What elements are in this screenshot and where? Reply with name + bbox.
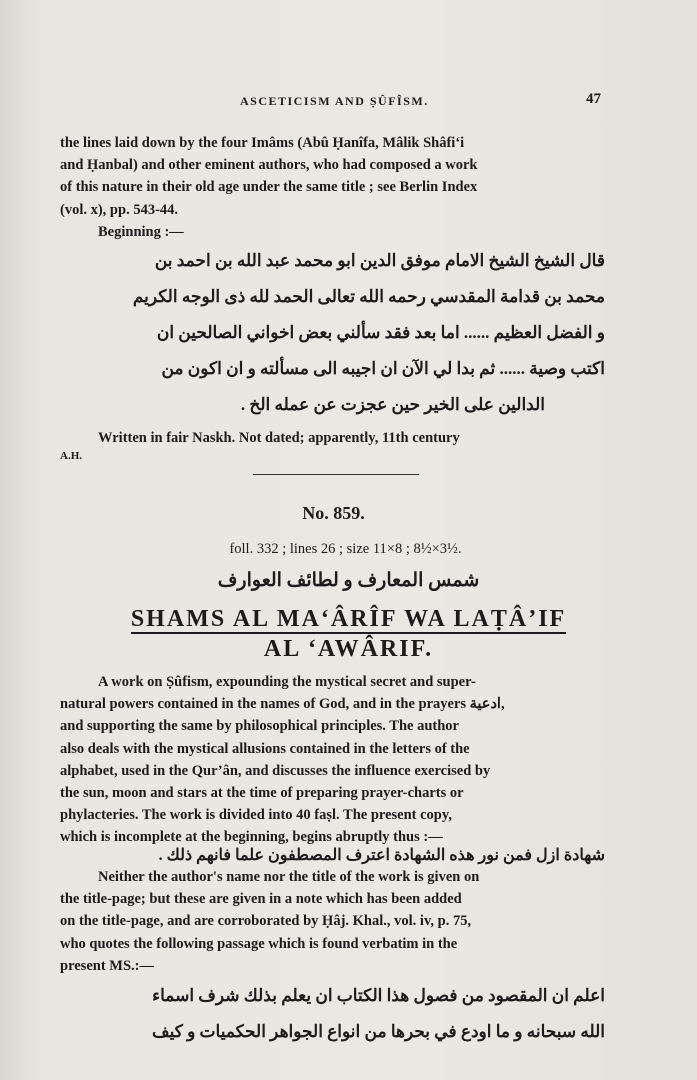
text-line: of this nature in their old age under the same title ; see Berlin Index <box>60 179 478 196</box>
colophon-note <box>60 427 603 463</box>
text-line: (vol. x), pp. 543-44. <box>60 201 179 218</box>
text-line: who quotes the following passage which is found verbatim in the <box>60 935 458 952</box>
note-paragraph <box>60 866 603 977</box>
arabic-line: و الفضل العظيم ...... اما بعد فقد سألني بعض اخواني الصالحين ان <box>156 323 605 342</box>
arabic-beginning <box>60 243 605 423</box>
arabic-title: شمس المعارف و لطائف العوارف <box>217 570 480 591</box>
text-line: Written in fair Naskh. Not dated; apparently, 11th century <box>98 430 460 446</box>
text-line: A work on Ṣûfism, expounding the mystical secret and super- <box>98 674 476 690</box>
text-line: Neither the author's name nor the title of the work is given on <box>98 869 480 885</box>
text-line: the sun, moon and stars at the time of preparing prayer-charts or <box>60 785 464 802</box>
text-line: which is incomplete at the beginning, begins abruptly thus :— <box>60 829 443 846</box>
intro-paragraph <box>60 132 603 243</box>
text-line: and supporting the same by philosophical principles. The author <box>60 718 459 735</box>
text-line: phylacteries. The work is divided into 40 faṣl. The present copy, <box>60 807 452 824</box>
text-line: Beginning :— <box>98 223 184 240</box>
arabic-line: اعلم ان المقصود من فصول هذا الكتاب ان يعلم بذلك شرف اسماء <box>152 986 605 1005</box>
arabic-line: الدالين على الخير حين عجزت عن عمله الخ . <box>240 395 545 414</box>
arabic-line: شهادة ازل فمن نور هذه الشهادة اعترف المصطفون علما فانهم ذلك . <box>158 847 605 864</box>
text-line: the title-page; but these are given in a note which has been added <box>60 891 462 908</box>
description-paragraph <box>60 671 603 849</box>
work-title-text: SHAMS AL MA‘ÂRÎF WA LAṬÂ’IF <box>130 606 567 632</box>
arabic-line: قال الشيخ الشيخ الامام موفق الدين ابو محمد عبد الله بن احمد بن <box>154 251 605 270</box>
page-number: 47 <box>586 91 601 107</box>
text-line: and Ḥanbal) and other eminent authors, who had composed a work <box>60 157 478 174</box>
text-line: the lines laid down by the four Imâms (Abû Ḥanîfa, Mâlik Shâfi‘i <box>60 135 465 151</box>
entry-number: No. 859. <box>302 503 365 523</box>
running-head-title: ASCETICISM AND ṢÛFÎSM. <box>240 94 429 108</box>
text-line: on the title-page, and are corroborated by Ḥâj. Khal., vol. iv, p. 75, <box>60 913 472 930</box>
arabic-quote <box>60 978 605 1050</box>
text-line: also deals with the mystical allusions contained in the letters of the <box>60 740 470 757</box>
arabic-line: اكتب وصية ...... ثم بدا لي الآن ان اجيبه الى مسألته و ان اكون من <box>161 359 605 378</box>
entry-specs: foll. 332 ; lines 26 ; size 11×8 ; 8½×3½. <box>229 541 462 557</box>
text-line: A.H. <box>60 450 82 463</box>
arabic-line: محمد بن قدامة المقدسي رحمه الله تعالى الحمد لله ذى الوجه الكريم <box>132 287 605 306</box>
arabic-line: الله سبحانه و ما اودع في بحرها من انواع الجواهر الحكميات و كيف <box>152 1022 605 1041</box>
work-title-line-2: AL ‘AWÂRIF. <box>263 636 434 662</box>
text-line: alphabet, used in the Qur’ân, and discusses the influence exercised by <box>60 762 491 779</box>
section-divider <box>253 474 419 475</box>
text-line: natural powers contained in the names of God, and in the prayers ادعية, <box>60 696 505 713</box>
work-title-line-1 <box>0 604 697 634</box>
text-line: present MS.:— <box>60 957 154 974</box>
